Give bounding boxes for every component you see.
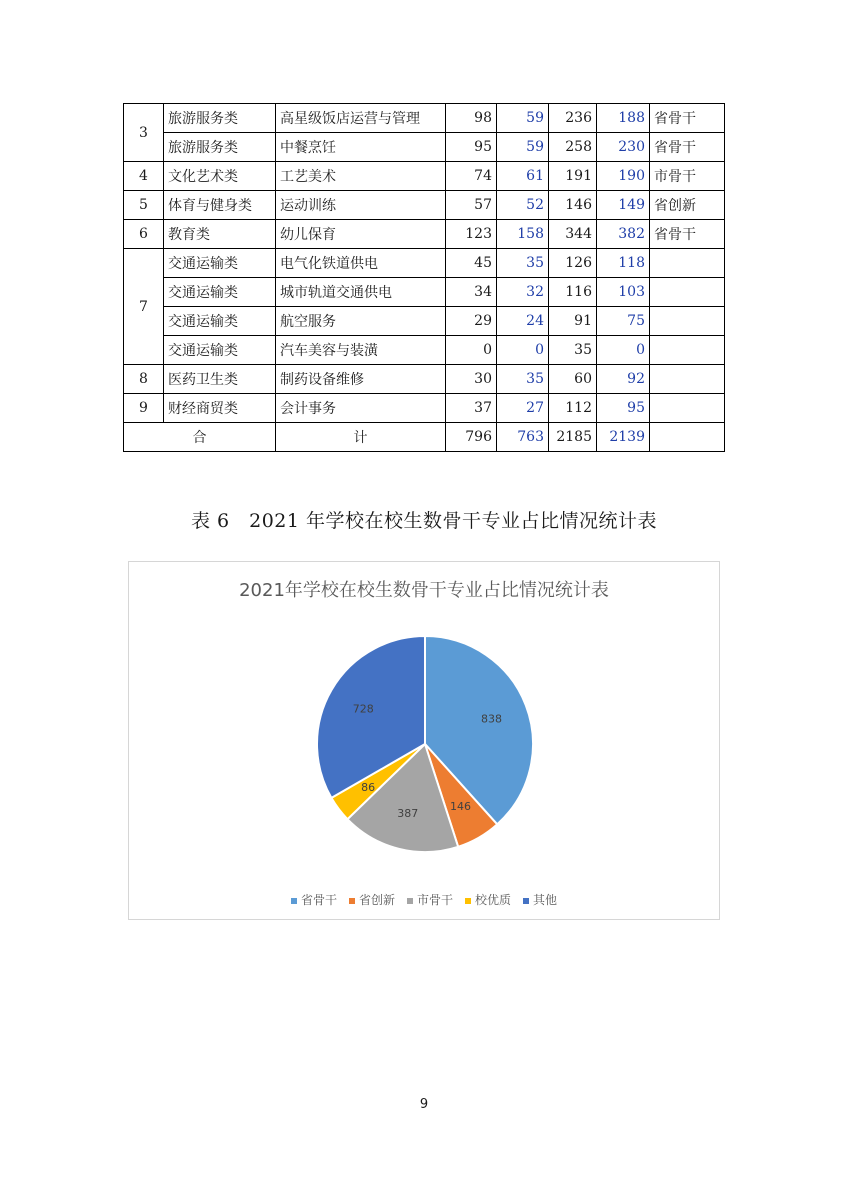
total-value: 763 bbox=[497, 423, 549, 452]
value-cell: 112 bbox=[549, 394, 597, 423]
value-cell: 52 bbox=[497, 191, 549, 220]
value-cell: 98 bbox=[446, 104, 497, 133]
legend-label: 省骨干 bbox=[300, 893, 337, 907]
value-cell: 32 bbox=[497, 278, 549, 307]
legend-label: 省创新 bbox=[358, 893, 395, 907]
table-row bbox=[124, 365, 725, 394]
value-cell: 230 bbox=[597, 133, 650, 162]
value-cell: 37 bbox=[446, 394, 497, 423]
value-cell: 149 bbox=[597, 191, 650, 220]
category-cell: 体育与健身类 bbox=[164, 191, 276, 220]
value-cell: 126 bbox=[549, 249, 597, 278]
value-cell: 0 bbox=[597, 336, 650, 365]
table-row bbox=[124, 104, 725, 133]
category-cell: 文化艺术类 bbox=[164, 162, 276, 191]
tag-cell: 省骨干 bbox=[650, 220, 725, 249]
slice-value-label: 728 bbox=[352, 702, 374, 716]
major-cell: 城市轨道交通供电 bbox=[276, 278, 446, 307]
legend-label: 其他 bbox=[533, 893, 558, 907]
legend-entry bbox=[291, 891, 337, 908]
value-cell: 95 bbox=[597, 394, 650, 423]
tag-cell: 省创新 bbox=[650, 191, 725, 220]
value-cell: 116 bbox=[549, 278, 597, 307]
category-cell: 财经商贸类 bbox=[164, 394, 276, 423]
value-cell: 344 bbox=[549, 220, 597, 249]
pie-chart bbox=[128, 561, 720, 920]
slice-value-label: 146 bbox=[450, 799, 472, 813]
major-cell: 航空服务 bbox=[276, 307, 446, 336]
tag-cell: 省骨干 bbox=[650, 133, 725, 162]
category-cell: 旅游服务类 bbox=[164, 133, 276, 162]
tag-cell: 市骨干 bbox=[650, 162, 725, 191]
value-cell: 34 bbox=[446, 278, 497, 307]
tag-cell bbox=[650, 307, 725, 336]
value-cell: 35 bbox=[497, 365, 549, 394]
row-index: 4 bbox=[124, 162, 164, 191]
table-row bbox=[124, 191, 725, 220]
value-cell: 190 bbox=[597, 162, 650, 191]
value-cell: 95 bbox=[446, 133, 497, 162]
value-cell: 382 bbox=[597, 220, 650, 249]
legend-label: 校优质 bbox=[475, 893, 512, 907]
table-caption: 表 6 2021 年学校在校生数骨干专业占比情况统计表 bbox=[190, 510, 658, 532]
pie-chart-canvas bbox=[129, 562, 719, 919]
value-cell: 191 bbox=[549, 162, 597, 191]
major-cell: 高星级饭店运营与管理 bbox=[276, 104, 446, 133]
value-cell: 103 bbox=[597, 278, 650, 307]
value-cell: 35 bbox=[549, 336, 597, 365]
value-cell: 92 bbox=[597, 365, 650, 394]
value-cell: 35 bbox=[497, 249, 549, 278]
value-cell: 0 bbox=[446, 336, 497, 365]
value-cell: 60 bbox=[549, 365, 597, 394]
row-index: 5 bbox=[124, 191, 164, 220]
major-statistics-table bbox=[123, 103, 725, 452]
slice-value-label: 387 bbox=[397, 807, 419, 821]
major-cell: 幼儿保育 bbox=[276, 220, 446, 249]
major-cell: 运动训练 bbox=[276, 191, 446, 220]
slice-value-label: 86 bbox=[361, 780, 376, 794]
value-cell: 236 bbox=[549, 104, 597, 133]
legend-entry bbox=[407, 891, 453, 908]
legend-entry bbox=[349, 891, 395, 908]
tag-cell bbox=[650, 278, 725, 307]
value-cell: 45 bbox=[446, 249, 497, 278]
total-tag bbox=[650, 423, 725, 452]
legend-entry bbox=[523, 891, 557, 908]
major-cell: 中餐烹饪 bbox=[276, 133, 446, 162]
legend-swatch bbox=[407, 898, 413, 904]
category-cell: 旅游服务类 bbox=[164, 104, 276, 133]
total-value: 2185 bbox=[549, 423, 597, 452]
major-cell: 制药设备维修 bbox=[276, 365, 446, 394]
value-cell: 188 bbox=[597, 104, 650, 133]
legend-label: 市骨干 bbox=[416, 893, 453, 907]
value-cell: 158 bbox=[497, 220, 549, 249]
chart-title: 2021年学校在校生数骨干专业占比情况统计表 bbox=[239, 580, 609, 601]
major-cell: 会计事务 bbox=[276, 394, 446, 423]
tag-cell bbox=[650, 365, 725, 394]
table-row bbox=[124, 133, 725, 162]
table-row bbox=[124, 249, 725, 278]
value-cell: 59 bbox=[497, 104, 549, 133]
table-row bbox=[124, 336, 725, 365]
value-cell: 146 bbox=[549, 191, 597, 220]
total-label-a: 合 bbox=[124, 423, 276, 452]
row-index: 3 bbox=[124, 104, 164, 162]
category-cell: 教育类 bbox=[164, 220, 276, 249]
value-cell: 74 bbox=[446, 162, 497, 191]
value-cell: 59 bbox=[497, 133, 549, 162]
row-index: 8 bbox=[124, 365, 164, 394]
value-cell: 30 bbox=[446, 365, 497, 394]
major-cell: 电气化铁道供电 bbox=[276, 249, 446, 278]
row-index: 6 bbox=[124, 220, 164, 249]
table-row bbox=[124, 220, 725, 249]
legend-swatch bbox=[465, 898, 471, 904]
table-row bbox=[124, 307, 725, 336]
value-cell: 91 bbox=[549, 307, 597, 336]
value-cell: 258 bbox=[549, 133, 597, 162]
legend-entry bbox=[465, 891, 511, 908]
slice-value-label: 838 bbox=[481, 712, 503, 726]
value-cell: 61 bbox=[497, 162, 549, 191]
total-label-b: 计 bbox=[276, 423, 446, 452]
value-cell: 123 bbox=[446, 220, 497, 249]
category-cell: 交通运输类 bbox=[164, 249, 276, 278]
value-cell: 0 bbox=[497, 336, 549, 365]
chart-legend bbox=[129, 891, 719, 908]
tag-cell bbox=[650, 394, 725, 423]
major-cell: 汽车美容与装潢 bbox=[276, 336, 446, 365]
category-cell: 医药卫生类 bbox=[164, 365, 276, 394]
category-cell: 交通运输类 bbox=[164, 307, 276, 336]
category-cell: 交通运输类 bbox=[164, 278, 276, 307]
row-index: 9 bbox=[124, 394, 164, 423]
tag-cell bbox=[650, 249, 725, 278]
tag-cell: 省骨干 bbox=[650, 104, 725, 133]
total-row bbox=[124, 423, 725, 452]
total-value: 2139 bbox=[597, 423, 650, 452]
table-row bbox=[124, 394, 725, 423]
tag-cell bbox=[650, 336, 725, 365]
legend-swatch bbox=[291, 898, 297, 904]
value-cell: 24 bbox=[497, 307, 549, 336]
value-cell: 75 bbox=[597, 307, 650, 336]
value-cell: 27 bbox=[497, 394, 549, 423]
row-index: 7 bbox=[124, 249, 164, 365]
legend-swatch bbox=[523, 898, 529, 904]
total-value: 796 bbox=[446, 423, 497, 452]
page-number: 9 bbox=[419, 1097, 429, 1112]
category-cell: 交通运输类 bbox=[164, 336, 276, 365]
value-cell: 57 bbox=[446, 191, 497, 220]
major-cell: 工艺美术 bbox=[276, 162, 446, 191]
value-cell: 118 bbox=[597, 249, 650, 278]
table-row bbox=[124, 162, 725, 191]
value-cell: 29 bbox=[446, 307, 497, 336]
legend-swatch bbox=[349, 898, 355, 904]
table-row bbox=[124, 278, 725, 307]
